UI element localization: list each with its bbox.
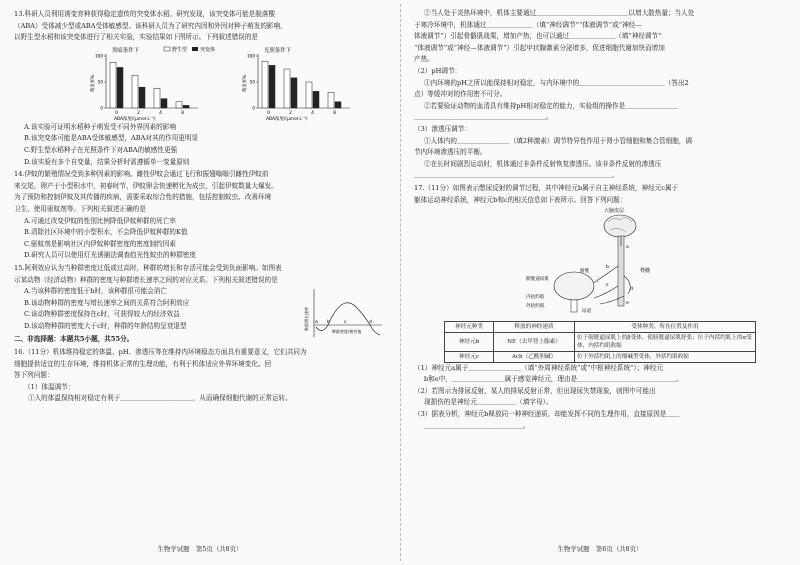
- q13-option-b: B.该突变体可能是ABA受体敏感型，ABA对其的作用更明显: [24, 134, 199, 143]
- bar-wildtype: [284, 69, 290, 108]
- q17-sub-line: （2）若图示为排尿反射，某人的排尿反射正常，但出现尿失禁现象，则图中可能出: [414, 386, 656, 395]
- q16-part-2-line: ②若要验证动物的血清具有维持pH相对稳定的能力，实验组的操作是＿＿＿＿＿＿＿＿: [424, 101, 678, 110]
- x-axis-label: ABA浓度/(μmol·L⁻¹): [266, 116, 308, 122]
- table-cell: NE（去甲肾上腺素）: [494, 332, 575, 351]
- q15-stem-line: 示某动物（经济动物）种群的密度与种群增长速率之间的对应关系。下列相关叙述错误的是: [14, 275, 278, 284]
- q14-stem-line: 为了预防和控制伊蚊及其传播的疾病，需要采取综合性的措施，包括控制蚊虫、改善环境: [14, 193, 272, 202]
- q17-sub-line: 现损伤的是神经元＿＿＿＿＿＿（填字母）。: [424, 398, 553, 407]
- label-e: e: [626, 301, 629, 307]
- reflex-diagram: [414, 206, 786, 316]
- label-urethra: 尿道: [582, 309, 592, 315]
- bar-wildtype: [110, 62, 116, 108]
- bar-chart-group: [89, 53, 350, 121]
- label-inner-sphincter: 内括约肌: [526, 295, 545, 301]
- bar-wildtype: [262, 61, 268, 108]
- bar-wildtype: [154, 88, 160, 108]
- bar-mutant: [117, 67, 123, 108]
- y-axis-label: 萌发率%: [243, 74, 248, 92]
- q16-part-3-line: ②在长时间剧烈运动时，机体通过非条件反射恢复渗透压。该非条件反射的渗透压: [424, 159, 662, 168]
- q17-sub-line: （3）据表分析，神经元b释放同一种神经递质，却能发挥不同的生理作用，直接原因是＿＿: [414, 410, 680, 419]
- x-tick-label: 8: [333, 110, 336, 116]
- q16-cont-line: 产热。: [414, 55, 434, 64]
- spinal-cord-shape: [618, 236, 624, 306]
- page-5: [14, 8, 386, 556]
- q14-stem-line: 14.伊蚊的繁殖情况受到多种因素的影响。雌性伊蚊会通过飞行和振翅嗡嗡引雌性伊蚊前: [14, 170, 269, 179]
- q15-option-a: A.当该种群的密度低于b时，该种群很可能会消亡: [24, 287, 167, 296]
- table-row: [445, 351, 756, 362]
- section-2-heading: 二、非选择题：本题共5小题，共55分。: [14, 335, 134, 344]
- q13-stem-line: 以野生型水稻和该突变体进行了相关实验，实验结果如下图所示。下列叙述错误的是: [14, 33, 258, 42]
- page-6: [414, 8, 786, 556]
- q13-option-a: A.该实验可证明水稻种子萌发受不同外界因素的影响: [24, 122, 176, 131]
- legend-swatch-mutant: [192, 47, 198, 51]
- bar-mutant: [183, 105, 189, 108]
- table-cell: 神经元c: [445, 351, 494, 362]
- label-c: c: [606, 283, 609, 289]
- label-b: b: [606, 265, 609, 271]
- q15-option-d: D.该动物种群的密度大于c时，种群的年龄结构呈衰退型: [24, 321, 187, 330]
- point-c: c: [344, 319, 347, 325]
- q16-part-1: （1）体温调节：: [24, 382, 75, 391]
- q16-cont-line: 体液调节”）引起骨骼肌战栗，增加产热，也可以通过＿＿＿＿＿＿＿（填“神经调节”: [414, 32, 662, 41]
- q14-stem-line: 卫生、使用驱蚊剂等。下列相关叙述正确的是: [14, 204, 146, 213]
- q15-xlabel: 种群密度/相对值: [332, 328, 362, 334]
- x-tick-label: 0: [267, 110, 270, 116]
- bar-mutant: [269, 65, 275, 108]
- q17-stem-line: 躯体运动神经系统，神经元b和c的相关信息如下表所示。回答下列问题：: [414, 195, 627, 204]
- table-header: 受体种类、所在位置及作用: [575, 321, 756, 332]
- point-d: d: [369, 319, 372, 325]
- q13-bar-charts: [14, 44, 386, 122]
- x-tick-label: 4: [159, 110, 162, 116]
- question-16: [14, 347, 386, 405]
- y-tick-label: 0: [252, 105, 255, 111]
- bar-mutant: [139, 87, 145, 108]
- bar-wildtype: [132, 75, 138, 108]
- q16-part-2: （2）pH调节：: [414, 66, 462, 75]
- label-outer-sphincter: 外括约肌: [526, 304, 545, 310]
- table-header: 释放的神经递质: [494, 321, 575, 332]
- table-cell: 位于膀胱逼尿肌上的β受体，使膀胱逼尿肌舒张；位于内括约肌上的α受体，内括约肌收缩: [575, 332, 756, 351]
- bar-wildtype: [328, 92, 334, 108]
- table-cell: 神经元b: [445, 332, 494, 351]
- point-a: a: [315, 319, 318, 325]
- x-tick-label: 2: [289, 110, 292, 116]
- x-axis-label: ABA浓度/(μmol·L⁻¹): [114, 116, 156, 122]
- x-tick-label: 8: [181, 110, 184, 116]
- q16-part-2-line: 点）等缓冲对的作用密不可分。: [414, 90, 507, 99]
- bar-mutant: [313, 91, 319, 108]
- table-cell: Ach（乙酰胆碱）: [494, 351, 575, 362]
- bladder-shape: [554, 272, 594, 300]
- q16-part-1-item-1: ①人的体温保持相对稳定有利于＿＿＿＿＿＿＿＿＿＿＿，从而确保细胞代谢的正常运转。: [28, 394, 292, 403]
- y-tick-label: 0: [100, 105, 103, 111]
- q15-option-b: B.该动物种群的密度与增长速率之间的关系符合阿利效应: [24, 298, 190, 307]
- q16-part-3-line: ＿＿＿＿＿＿＿＿＿＿＿＿＿＿＿＿＿＿＿＿＿＿＿＿＿＿＿＿＿＿。: [414, 171, 619, 180]
- legend-swatch-wildtype: [164, 47, 170, 51]
- q17-sub-line: （1）神经元a属于＿＿＿＿＿＿＿＿（填“外周神经系统”或“中枢神经系统”）；神经元: [414, 363, 664, 372]
- legend-wildtype: 野生型: [172, 46, 188, 53]
- q14-option-d: D.研究人员可以使用灯光诱捕法调查趋光性蚊虫的种群密度: [24, 251, 196, 260]
- q16-part-3-line: 节内环境渗透压的平衡。: [414, 148, 487, 157]
- q14-option-c: C.驱蚊剂是影响社区内伊蚊种群密度的密度制约因素: [24, 239, 176, 248]
- label-a: a: [626, 245, 629, 251]
- q13-option-d: D.该实验有多个自变量，结果分析时需遵循单一变量原则: [24, 157, 190, 166]
- y-tick-label: 50: [249, 79, 255, 85]
- q14-stem-line: 来交尾，卵产于小型积水中，初春时节，伊蚊卵会快速孵化为成虫，引起伊蚊数量大爆发。: [14, 181, 278, 190]
- y-tick-label: 100: [95, 53, 103, 59]
- table-row: [445, 332, 756, 351]
- question-13: [14, 9, 386, 168]
- q16-part-3-line: ①人体内的＿＿＿＿＿＿＿＿（填2种激素）调节特异性作用于肾小管细胞和集合管细胞，调: [424, 136, 692, 145]
- page-divider: [400, 4, 401, 561]
- table-cell: 位于外括约肌上的烟碱型受体，外括约肌收缩: [575, 351, 756, 362]
- bar-mutant: [291, 78, 297, 108]
- point-b: b: [327, 319, 330, 325]
- chart1-title: 黑暗条件下: [112, 47, 139, 54]
- page-5-footer: 生物学试题 第5页（共8页）: [157, 545, 243, 554]
- q17-stem-line: 17.（11分）如图表示憋尿反射的调节过程，其中神经元b属于自主神经系统，神经元c属于: [414, 183, 679, 192]
- table-header-row: [445, 321, 756, 332]
- x-tick-label: 2: [137, 110, 140, 116]
- q16-stem-line: 答下列问题：: [14, 371, 54, 380]
- q13-option-c: C.野生型水稻种子在光照条件下对ABA的敏感性更强: [24, 145, 178, 154]
- y-tick-label: 50: [97, 79, 103, 85]
- q15-stem-line: 15.阿利效应认为当种群密度过低或过高时，种群的增长和存活可能会受到负面影响。如图表: [14, 263, 282, 272]
- q16-cont-line: “体液调节”或“神经—体液调节”）引起甲状腺激素分泌增多，促进细胞代谢加快而增加: [414, 43, 665, 52]
- y-tick-label: 100: [247, 53, 255, 59]
- bar-wildtype: [306, 82, 312, 108]
- bar-mutant: [335, 102, 341, 108]
- table-header: 神经元种类: [445, 321, 494, 332]
- label-bladder: 膀胱: [580, 269, 590, 275]
- label-spinal-cord: 脊髓: [640, 268, 651, 275]
- neuron-table: [444, 321, 756, 363]
- label-d: d: [630, 287, 633, 293]
- brain-shape: [604, 215, 636, 237]
- question-15: [14, 263, 386, 333]
- q16-part-3: （3）渗透压调节：: [414, 124, 471, 133]
- q16-cont-line: 于寒冷环境中，机体通过＿＿＿＿＿＿＿（填“神经调节”“体液调节”或“神经—: [414, 20, 642, 29]
- bar-wildtype: [176, 102, 182, 108]
- x-tick-label: 0: [115, 110, 118, 116]
- urethra-shape: [571, 300, 577, 312]
- legend-mutant: 突变体: [200, 46, 216, 53]
- q16-stem-line: 细胞提供适宜的生存环境，维持机体正常的生理功能，有利于机体适应外界环境变化。回: [14, 359, 272, 368]
- chart2-title: 光照条件下: [264, 47, 291, 54]
- question-14: [14, 169, 386, 262]
- q15-ylabel: 种群增长速率: [304, 306, 309, 331]
- q16-part-2-line: ＿＿＿＿＿＿＿＿＿＿＿＿＿＿＿＿＿＿＿＿。: [414, 113, 553, 122]
- q16-stem-line: 16.（11分）机体维持稳定的体温、pH、渗透压等在维持内环境稳态方面具有重要意义，它们共同为: [14, 348, 307, 357]
- q16-cont-line: ②当人处于炎热环境中，机体主要通过＿＿＿＿＿＿＿＿＿＿＿＿＿＿以增大散热量；当人处: [424, 9, 695, 17]
- q17-sub-line: ＿＿＿＿＿＿＿＿＿＿＿＿＿＿＿。: [424, 421, 530, 430]
- q15-option-c: C.该动物种群密度保持在c时，可获得较大的经济效益: [24, 310, 180, 319]
- x-tick-label: 4: [311, 110, 314, 116]
- question-17: [414, 183, 786, 432]
- q17-sub-line: b和e中，＿＿＿＿＿＿＿＿属于感觉神经元，理由是＿＿＿＿＿＿＿＿＿＿＿＿＿＿＿。: [424, 375, 683, 384]
- label-brain-cortex: 大脑皮层: [604, 208, 625, 215]
- bar-mutant: [161, 98, 167, 107]
- q13-figure: [14, 44, 386, 122]
- q16-part-2-line: ①内环境的pH之所以能保持相对稳定，与内环境中的＿＿＿＿＿＿＿＿＿＿＿＿＿（答出2: [424, 78, 689, 87]
- y-axis-label: 萌发率%: [91, 74, 96, 92]
- nerve-b: [592, 266, 618, 284]
- label-detrusor: 膀胱逼尿肌: [526, 277, 549, 283]
- q13-stem-line: （ABA）受体减少型或ABA受体敏感型。该科研人员为了研究内因和外因对种子萌发的影响，: [14, 21, 287, 30]
- q15-curve-figure: [304, 287, 384, 339]
- page-6-footer: 生物学试题 第6页（共8页）: [557, 545, 643, 554]
- q14-option-a: A.可通过改变伊蚊的性别比例降低伊蚊种群的死亡率: [24, 216, 176, 225]
- q13-stem-line: 13.科研人员利用诱变育种获得稳定遗传的突变体水稻。研究发现，该突变体可能是脱落酸: [14, 10, 276, 18]
- q14-option-b: B.清除社区环境中的小型积水，不会降低伊蚊种群的K值: [24, 228, 188, 237]
